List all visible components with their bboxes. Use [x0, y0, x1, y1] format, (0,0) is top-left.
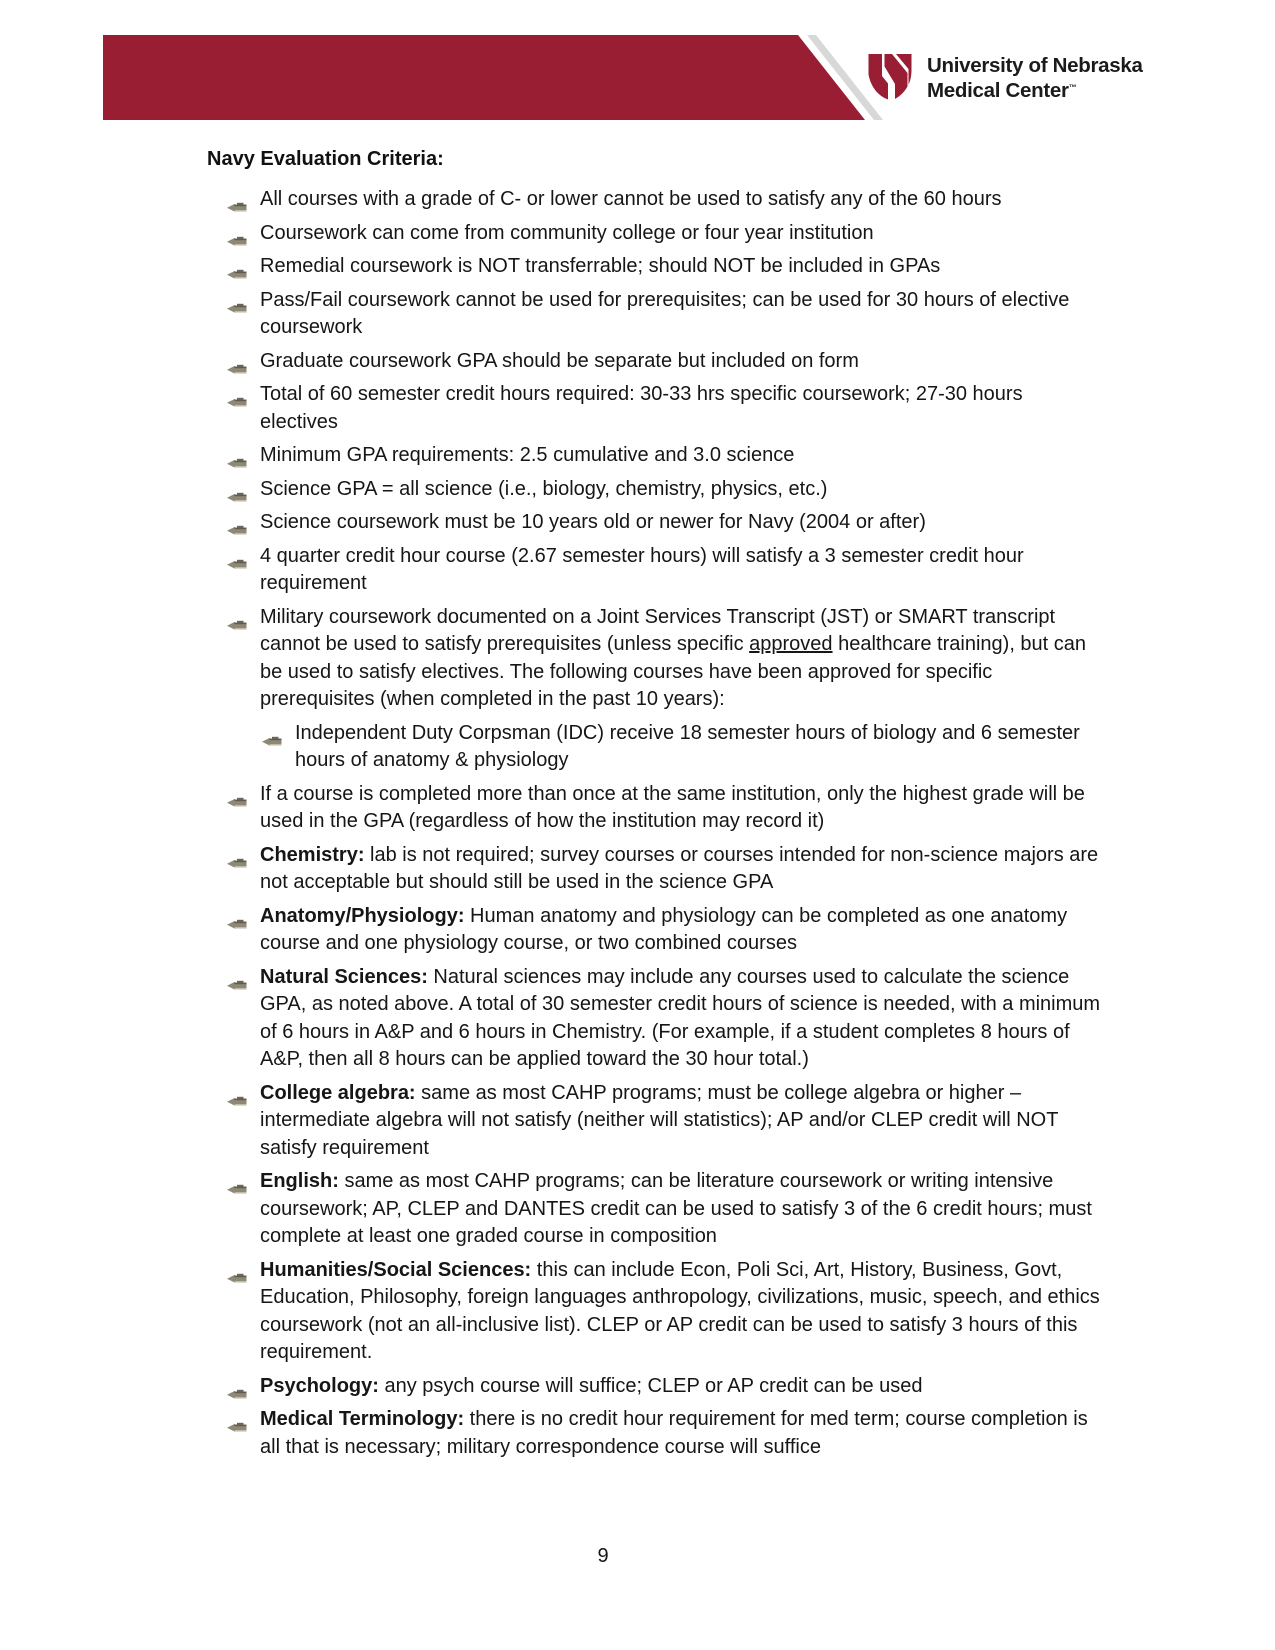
- list-item: [207, 543, 1105, 598]
- list-item-text: English: same as most CAHP programs; can be literature coursework or writing intensive coursework; AP, CLEP and DANTES credit can be used to satisfy 3 of the 6 credit hours; must complete at least one graded course in composition: [260, 1170, 1092, 1247]
- list-item: [207, 964, 1105, 1074]
- list-item-text: Natural Sciences: Natural sciences may include any courses used to calculate the science GPA, as noted above. A total of 30 semester credit hours of science is needed, with a minimum of 6 hours in A&P and 6 hours in Chemistry. (For example, if a student completes 8 hours of A&P, then all 8 hours can be applied toward the 30 hour total.): [260, 965, 1101, 1070]
- logo-wordmark: [927, 55, 1143, 101]
- sub-list-item: [207, 720, 1105, 775]
- bullet-arrow-icon: [227, 789, 247, 801]
- list-item-text: Total of 60 semester credit hours required: 30-33 hrs specific coursework; 27-30 hours electives: [260, 383, 1023, 433]
- list-item-text: If a course is completed more than once at the same institution, only the highest grade will be used in the GPA (regardless of how the institution may record it): [260, 782, 1085, 832]
- list-item: [207, 186, 1105, 214]
- list-item-text: Minimum GPA requirements: 2.5 cumulative and 3.0 science: [260, 444, 795, 466]
- bullet-arrow-icon: [227, 484, 247, 496]
- bullet-arrow-icon: [227, 1265, 247, 1277]
- logo-line2: Medical Center™: [927, 78, 1077, 102]
- header-banner: [103, 35, 883, 120]
- list-item: [207, 1406, 1105, 1461]
- bullet-arrow-icon: [227, 911, 247, 923]
- list-item-text: Chemistry: lab is not required; survey courses or courses intended for non-science majors are not acceptable but should still be used in the science GPA: [260, 843, 1099, 893]
- bullet-arrow-icon: [227, 517, 247, 529]
- bullet-arrow-icon: [227, 228, 247, 240]
- list-item: [207, 604, 1105, 714]
- bullet-arrow-icon: [227, 295, 247, 307]
- trademark-symbol: ™: [1068, 82, 1077, 92]
- logo-line1: University of Nebraska: [927, 54, 1143, 77]
- bullet-arrow-icon: [227, 612, 247, 624]
- list-item: [207, 287, 1105, 342]
- bullet-arrow-icon: [227, 356, 247, 368]
- bullet-arrow-icon: [227, 1176, 247, 1188]
- list-item-text: Medical Terminology: there is no credit hour requirement for med term; course completion is all that is necessary; military correspondence course will suffice: [260, 1408, 1088, 1458]
- bullet-arrow-icon: [227, 389, 247, 401]
- list-item-text: 4 quarter credit hour course (2.67 semester hours) will satisfy a 3 semester credit hour requirement: [260, 544, 1024, 594]
- bullet-arrow-icon: [227, 261, 247, 273]
- bullet-arrow-icon: [227, 1381, 247, 1393]
- list-item: [207, 1373, 1105, 1401]
- list-item-text: Psychology: any psych course will suffice; CLEP or AP credit can be used: [260, 1374, 923, 1397]
- list-item: [207, 1168, 1105, 1251]
- bullet-arrow-icon: [227, 1414, 247, 1426]
- bullet-arrow-icon: [227, 194, 247, 206]
- bullet-list: [207, 186, 1105, 1461]
- list-item-text: Graduate coursework GPA should be separate but included on form: [260, 349, 859, 372]
- list-item: [207, 220, 1105, 248]
- main-content: [207, 146, 1105, 1467]
- bullet-arrow-icon: [262, 728, 282, 740]
- list-item-text: Military coursework documented on a Joint Services Transcript (JST) or SMART transcript cannot be used to satisfy prerequisites (unless specific approved healthcare training), but can be used to satisfy electives. The following courses have been approved for specific prerequisites (when completed in the past 10 years):: [260, 605, 1087, 710]
- list-item: [207, 509, 1105, 537]
- bullet-arrow-icon: [227, 450, 247, 462]
- list-item: [207, 1080, 1105, 1163]
- list-item-text: Independent Duty Corpsman (IDC) receive 18 semester hours of biology and 6 semester hours of anatomy & physiology: [295, 721, 1080, 771]
- list-item: [207, 1257, 1105, 1367]
- list-item: [207, 476, 1105, 504]
- list-item: [207, 903, 1105, 958]
- bullet-arrow-icon: [227, 1088, 247, 1100]
- bullet-arrow-icon: [227, 551, 247, 563]
- list-item: [207, 253, 1105, 281]
- unmc-logo: [867, 54, 1143, 101]
- bullet-arrow-icon: [227, 850, 247, 862]
- list-item-text: Humanities/Social Sciences: this can include Econ, Poli Sci, Art, History, Business, Govt, Education, Philosophy, foreign languages anthropology, civilizations, music, speech, and ethics coursework (not an all-inclusive list). CLEP or AP credit can be used to satisfy 3 hours of this requirement.: [260, 1258, 1100, 1363]
- list-item: [207, 348, 1105, 376]
- page-number: 9: [597, 1545, 609, 1567]
- page-title: Navy Evaluation Criteria:: [207, 148, 444, 170]
- list-item-text: Pass/Fail coursework cannot be used for prerequisites; can be used for 30 hours of elective coursework: [260, 288, 1070, 338]
- list-item-text: Coursework can come from community college or four year institution: [260, 221, 874, 244]
- list-item: [207, 442, 1105, 470]
- list-item-text: Science GPA = all science (i.e., biology, chemistry, physics, etc.): [260, 477, 828, 500]
- list-item: [207, 781, 1105, 836]
- unmc-shield-icon: [867, 54, 913, 101]
- list-item-text: Science coursework must be 10 years old or newer for Navy (2004 or after): [260, 511, 926, 533]
- list-item-text: All courses with a grade of C- or lower cannot be used to satisfy any of the 60 hours: [260, 188, 1002, 210]
- bullet-arrow-icon: [227, 972, 247, 984]
- list-item: [207, 842, 1105, 897]
- list-item-text: Remedial coursework is NOT transferrable; should NOT be included in GPAs: [260, 255, 941, 277]
- list-item: [207, 381, 1105, 436]
- list-item-text: Anatomy/Physiology: Human anatomy and physiology can be completed as one anatomy course and one physiology course, or two combined courses: [260, 904, 1068, 954]
- list-item-text: College algebra: same as most CAHP programs; must be college algebra or higher – intermediate algebra will not satisfy (neither will statistics); AP and/or CLEP credit will NOT satisfy requirement: [260, 1081, 1059, 1159]
